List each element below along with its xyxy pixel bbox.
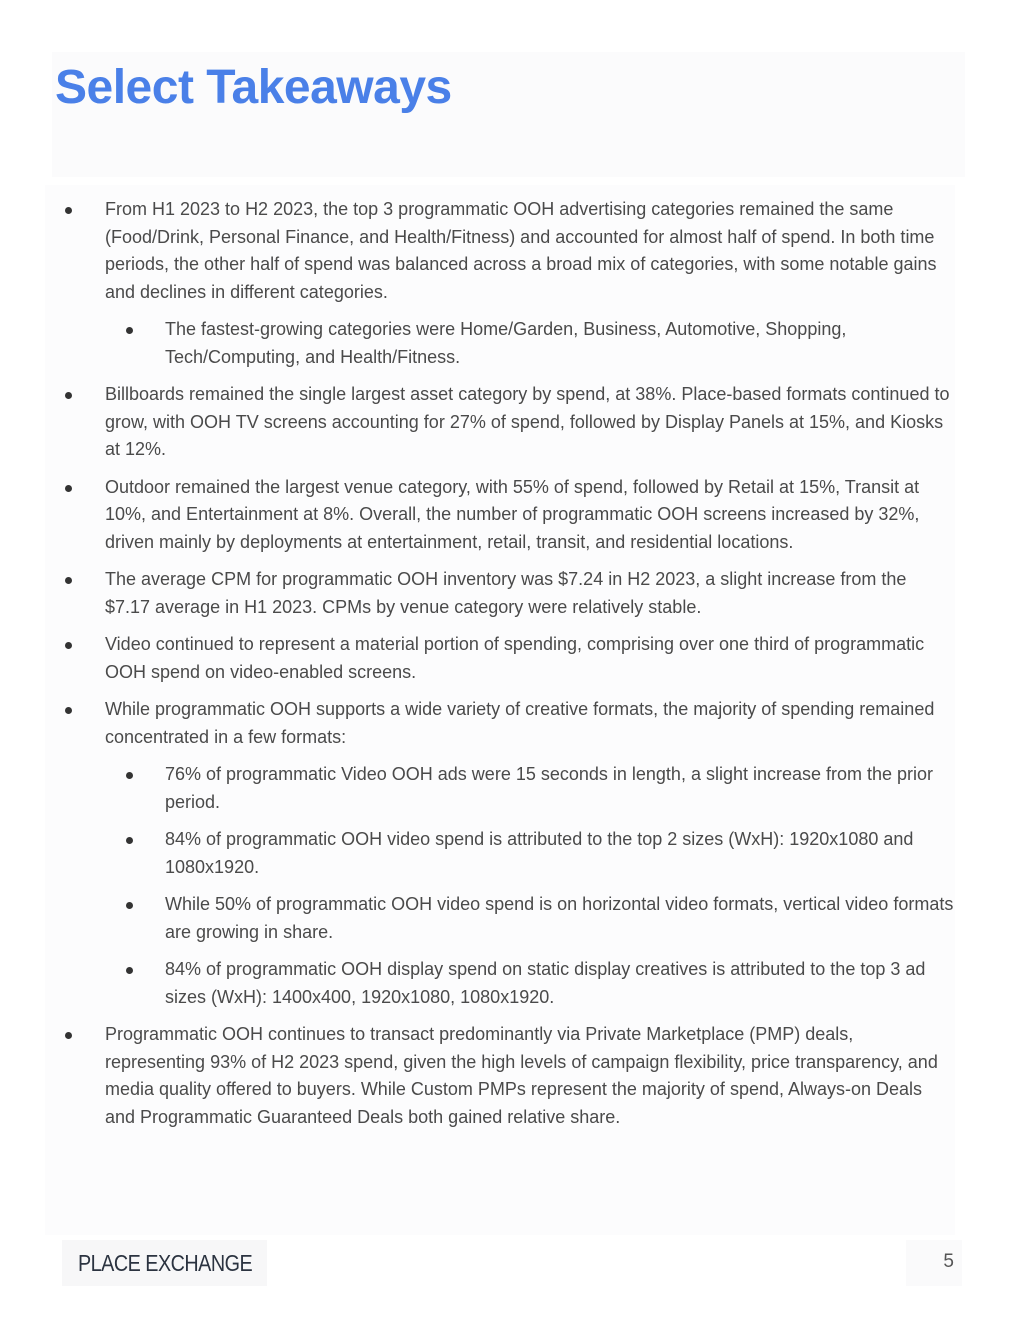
sub-list-item	[45, 316, 955, 371]
list-item-text: 76% of programmatic Video OOH ads were 15 seconds in length, a slight increase from the prior period.	[165, 764, 934, 812]
page-number: 5	[943, 1251, 954, 1272]
bullet-icon	[126, 772, 133, 779]
bullet-icon	[65, 642, 72, 649]
list-item-text: The fastest-growing categories were Home/Garden, Business, Automotive, Shopping, Tech/Computing, and Health/Fitness.	[165, 319, 847, 367]
list-item-text: Billboards remained the single largest asset category by spend, at 38%. Place-based formats continued to grow, with OOH TV screens accounting for 27% of spend, followed by Display Panels at 15%, and Kiosks at 12%.	[105, 384, 950, 459]
list-item-text: Programmatic OOH continues to transact predominantly via Private Marketplace (PMP) deals, representing 93% of H2 2023 spend, given the high levels of campaign flexibility, price transparency, and media quality offered to buyers. While Custom PMPs represent the majority of spend, Always-on Deals and Programmatic Guaranteed Deals both gained relative share.	[105, 1024, 938, 1127]
list-item	[45, 381, 955, 464]
bullet-icon	[65, 1032, 72, 1039]
bullet-icon	[65, 577, 72, 584]
list-item-text: 84% of programmatic OOH display spend on static display creatives is attributed to the top 3 ad sizes (WxH): 1400x400, 1920x1080, 1080x1920.	[165, 959, 926, 1007]
list-item-text: The average CPM for programmatic OOH inventory was $7.24 in H2 2023, a slight increase from the $7.17 average in H1 2023. CPMs by venue category were relatively stable.	[105, 569, 907, 617]
list-item-text: Outdoor remained the largest venue category, with 55% of spend, followed by Retail at 15%, Transit at 10%, and Entertainment at 8%. Overall, the number of programmatic OOH screens increased by 32%, driven mainly by deployments at entertainment, retail, transit, and residential locations.	[105, 476, 920, 552]
sub-list-item	[45, 826, 955, 881]
sub-list-item	[45, 761, 955, 816]
bullet-icon	[65, 707, 72, 714]
takeaways-list	[45, 196, 955, 1141]
bullet-icon	[126, 967, 133, 974]
footer-logo	[62, 1240, 267, 1286]
list-item	[45, 566, 955, 621]
sub-list-item	[45, 956, 955, 1011]
bullet-icon	[126, 327, 133, 334]
sub-list-item	[45, 891, 955, 946]
bullet-icon	[65, 485, 72, 492]
list-item-text: 84% of programmatic OOH video spend is attributed to the top 2 sizes (WxH): 1920x1080 and 1080x1920.	[165, 829, 914, 877]
list-item	[45, 1021, 955, 1131]
list-item-text: From H1 2023 to H2 2023, the top 3 programmatic OOH advertising categories remained the same (Food/Drink, Personal Finance, and Health/Fitness) and accounted for almost half of spend. In both time periods, the other half of spend was balanced across a broad mix of categories, with some notable gains and declines in different categories.	[105, 199, 937, 302]
content-block	[45, 185, 955, 1235]
list-item-text: While programmatic OOH supports a wide variety of creative formats, the majority of spending remained concentrated in a few formats:	[105, 699, 935, 747]
bullet-icon	[65, 392, 72, 399]
logo-text: PLACE EXCHANGE	[78, 1249, 253, 1276]
list-item	[45, 696, 955, 751]
page-number-box	[906, 1240, 962, 1286]
page-title: Select Takeaways	[55, 61, 452, 114]
list-item-text: Video continued to represent a material portion of spending, comprising over one third of programmatic OOH spend on video-enabled screens.	[105, 634, 925, 682]
list-item	[45, 196, 955, 306]
list-item	[45, 474, 955, 557]
list-item-text: While 50% of programmatic OOH video spend is on horizontal video formats, vertical video formats are growing in share.	[165, 894, 954, 942]
bullet-icon	[126, 902, 133, 909]
bullet-icon	[65, 207, 72, 214]
title-block	[52, 52, 965, 177]
list-item	[45, 631, 955, 686]
bullet-icon	[126, 837, 133, 844]
